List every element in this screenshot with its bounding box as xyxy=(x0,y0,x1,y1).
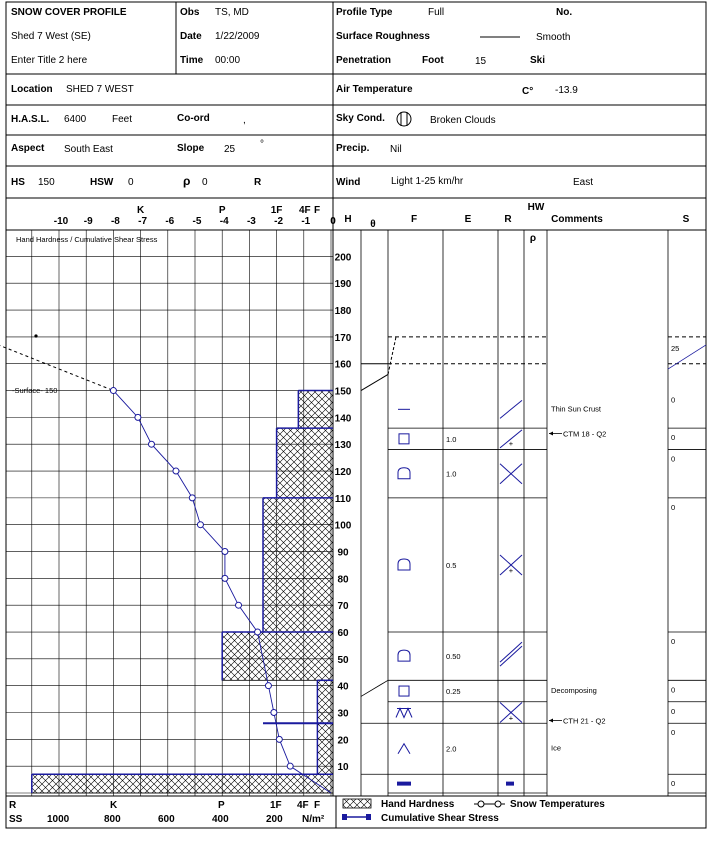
legend-hardness-swatch xyxy=(343,799,371,808)
layer-comment: Thin Sun Crust xyxy=(551,404,602,414)
air-temp-unit: C° xyxy=(522,86,534,97)
hasl-label: H.A.S.L. xyxy=(11,114,50,125)
bottom-letter-k: K xyxy=(110,800,118,811)
grain-rounded-icon xyxy=(398,559,410,570)
temp-point xyxy=(173,468,179,474)
surface-label: -Surface- 150 xyxy=(12,386,58,395)
col-f: F xyxy=(410,214,418,225)
grain-mixed-icon xyxy=(396,709,412,718)
temp-point xyxy=(189,495,195,501)
height-tick-label: 40 xyxy=(337,681,349,693)
col-r: R xyxy=(504,214,512,225)
air-temp-value: -13.9 xyxy=(555,85,578,96)
hardness-e-value: 1.0 xyxy=(446,434,457,444)
height-tick-label: 100 xyxy=(334,520,352,532)
hardness-bar xyxy=(32,774,333,793)
height-tick-label: 150 xyxy=(334,386,352,398)
col-s: S xyxy=(682,214,690,225)
temp-point xyxy=(135,414,141,420)
r-double-icon xyxy=(500,646,522,666)
aspect-value: South East xyxy=(64,144,113,155)
title-2: Enter Title 2 here xyxy=(11,55,88,66)
temp-tick-label: -8 xyxy=(110,216,120,227)
s-value: 0 xyxy=(671,779,676,789)
annotation-arrowhead xyxy=(549,719,553,723)
ss-tick-200: 200 xyxy=(266,814,283,825)
col-e: E xyxy=(464,214,472,225)
profile-title: SNOW COVER PROFILE xyxy=(11,7,127,18)
rho-value: 0 xyxy=(202,177,208,188)
legend-shear-marker xyxy=(366,814,371,820)
grain-rounded-icon xyxy=(398,650,410,661)
foot-value: 15 xyxy=(475,56,487,67)
hardness-label-p: P xyxy=(218,205,226,216)
aspect-label: Aspect xyxy=(11,143,45,154)
hsw-value: 0 xyxy=(128,177,134,188)
layer-rows xyxy=(361,337,706,793)
hand-hardness-profile xyxy=(32,391,333,793)
temp-point xyxy=(110,388,116,394)
hardness-bar xyxy=(317,680,333,774)
temp-point xyxy=(236,602,242,608)
time-value: 00:00 xyxy=(215,55,241,66)
temp-point xyxy=(222,575,228,581)
bottom-letter-f: F xyxy=(314,800,321,811)
height-tick-label: 170 xyxy=(334,332,352,344)
height-tick-label: 160 xyxy=(334,359,352,371)
hardness-bar xyxy=(298,391,333,429)
coord-label: Co-ord xyxy=(177,113,210,124)
obs-value: TS, MD xyxy=(215,7,249,18)
col-h: H xyxy=(344,214,352,225)
grain-bar-icon xyxy=(397,782,411,786)
ss-unit: N/m² xyxy=(302,814,325,825)
bottom-letter-1f: 1F xyxy=(270,800,282,811)
s-value: 0 xyxy=(671,706,676,716)
foot-label: Foot xyxy=(422,55,444,66)
height-tick-label: 60 xyxy=(337,628,349,640)
r-plus-icon: + xyxy=(508,713,514,723)
height-tick-label: 50 xyxy=(337,654,349,666)
legend-temp-marker xyxy=(478,801,484,807)
height-tick-label: 90 xyxy=(337,547,349,559)
legend xyxy=(342,799,605,824)
temp-point xyxy=(265,683,271,689)
time-label: Time xyxy=(180,55,204,66)
r-bar-icon xyxy=(506,782,514,786)
profile-type-value: Full xyxy=(428,7,445,18)
grain-square-icon xyxy=(399,434,409,444)
hardness-bar xyxy=(222,632,333,680)
header-text xyxy=(11,7,593,188)
profile-type-label: Profile Type xyxy=(336,7,393,18)
temp-tick-label: -5 xyxy=(192,216,202,227)
temp-tick-label: 0 xyxy=(330,216,336,227)
r-plus-icon: + xyxy=(508,565,514,575)
height-tick-label: 130 xyxy=(334,440,352,452)
wind-value: Light 1-25 km/hr xyxy=(391,176,464,187)
legend-temp-marker xyxy=(495,801,501,807)
hasl-value: 6400 xyxy=(64,114,87,125)
annotation-text: CTM 18 - Q2 xyxy=(563,429,607,439)
air-temp-label: Air Temperature xyxy=(336,84,413,95)
hs-label: HS xyxy=(11,177,25,188)
s-value: 0 xyxy=(671,454,676,464)
s-value: 0 xyxy=(671,728,676,738)
temp-tick-label: -1 xyxy=(301,216,311,227)
hardness-e-value: 0.50 xyxy=(446,652,461,662)
height-tick-label: 120 xyxy=(334,467,352,479)
ss-tick-1000: 1000 xyxy=(47,814,70,825)
hardness-e-value: 0.25 xyxy=(446,687,461,697)
air-temp-point xyxy=(34,334,37,337)
ski-label: Ski xyxy=(530,55,546,66)
layer-link xyxy=(361,680,388,696)
hardness-label-k: K xyxy=(136,205,145,216)
grain-square-icon xyxy=(399,686,409,696)
r-plus-icon: + xyxy=(508,438,514,448)
temp-point xyxy=(148,441,154,447)
wind-label: Wind xyxy=(336,177,361,188)
ss-tick-800: 800 xyxy=(104,814,121,825)
slope-label: Slope xyxy=(177,143,205,154)
coord-value: , xyxy=(243,115,246,126)
height-axis xyxy=(335,252,352,773)
temp-tick-label: -3 xyxy=(246,216,256,227)
height-tick-label: 200 xyxy=(334,252,352,264)
hardness-e-value: 0.5 xyxy=(446,560,457,570)
sky-label: Sky Cond. xyxy=(336,113,385,124)
wind-direction: East xyxy=(573,177,594,188)
site-name: Shed 7 West (SE) xyxy=(11,31,91,42)
precip-label: Precip. xyxy=(336,143,370,154)
hsw-label: HSW xyxy=(90,177,114,188)
temp-tick-label: -2 xyxy=(274,216,284,227)
temperature-axis xyxy=(54,205,336,227)
grain-caret-icon xyxy=(398,744,410,754)
s-value: 0 xyxy=(671,433,676,443)
bottom-axis xyxy=(9,800,325,825)
location-value: SHED 7 WEST xyxy=(66,84,134,95)
roughness-value: Smooth xyxy=(536,32,571,43)
hardness-label-1f: 1F xyxy=(270,205,283,216)
hs-value: 150 xyxy=(38,177,55,188)
ss-tick-400: 400 xyxy=(212,814,229,825)
slope-value: 25 xyxy=(224,144,236,155)
height-tick-label: 140 xyxy=(334,413,352,425)
col-hw: HW xyxy=(527,202,545,213)
surface-dash xyxy=(388,337,396,375)
bottom-ss-label: SS xyxy=(9,814,23,825)
hardness-label-4f: 4F xyxy=(298,205,311,216)
temp-point xyxy=(276,736,282,742)
obs-label: Obs xyxy=(180,7,200,18)
temp-point xyxy=(271,710,277,716)
sky-value: Broken Clouds xyxy=(430,115,496,126)
hardness-e-value: 2.0 xyxy=(446,744,457,754)
temp-point xyxy=(287,763,293,769)
legend-snow-temps: Snow Temperatures xyxy=(510,799,605,810)
grain-rounded-icon xyxy=(398,468,410,479)
temp-tick-label: -9 xyxy=(83,216,93,227)
height-tick-label: 20 xyxy=(337,735,349,747)
date-label: Date xyxy=(180,31,202,42)
hardness-bar xyxy=(263,498,333,632)
slope-unit: ° xyxy=(260,139,264,150)
r-double-icon xyxy=(500,642,522,662)
height-tick-label: 110 xyxy=(334,493,352,505)
s-top-value: 25 xyxy=(671,344,680,353)
ss-tick-600: 600 xyxy=(158,814,175,825)
precip-value: Nil xyxy=(390,144,402,155)
roughness-label: Surface Roughness xyxy=(336,31,430,42)
penetration-label: Penetration xyxy=(336,55,392,66)
no-label: No. xyxy=(556,7,573,18)
location-label: Location xyxy=(11,84,53,95)
bottom-r-label: R xyxy=(9,800,17,811)
layer-comment: Decomposing xyxy=(551,686,597,696)
height-tick-label: 10 xyxy=(337,762,349,774)
hardness-e-value: 1.0 xyxy=(446,469,457,479)
legend-hand-hardness: Hand Hardness xyxy=(381,799,455,810)
temp-point xyxy=(255,629,261,635)
col-comments: Comments xyxy=(551,214,603,225)
bottom-letter-4f: 4F xyxy=(297,800,309,811)
chart-caption: Hand Hardness / Cumulative Shear Stress xyxy=(16,235,158,244)
temp-point xyxy=(222,549,228,555)
r-diag-icon xyxy=(500,400,522,418)
temp-tick-label: -7 xyxy=(138,216,148,227)
height-tick-label: 190 xyxy=(334,279,352,291)
rho-label: ρ xyxy=(183,174,191,188)
annotation-text: CTH 21 - Q2 xyxy=(563,716,606,726)
air-temp-line xyxy=(0,327,113,391)
hardness-bar xyxy=(277,428,333,498)
legend-shear-marker xyxy=(342,814,347,820)
temp-point xyxy=(197,522,203,528)
chart-frame xyxy=(6,198,706,828)
height-tick-label: 180 xyxy=(334,306,352,318)
r-label: R xyxy=(254,177,262,188)
height-tick-label: 70 xyxy=(337,601,349,613)
s-value: 0 xyxy=(671,395,676,405)
hasl-unit: Feet xyxy=(112,114,133,125)
height-tick-label: 80 xyxy=(337,574,349,586)
layer-link xyxy=(361,374,388,390)
bottom-letter-p: P xyxy=(218,800,225,811)
layer-comment: Ice xyxy=(551,743,562,753)
col-theta: θ xyxy=(370,219,376,230)
temp-tick-label: -6 xyxy=(165,216,175,227)
s-value: 0 xyxy=(671,637,676,647)
legend-shear: Cumulative Shear Stress xyxy=(381,813,499,824)
temp-tick-label: -4 xyxy=(219,216,229,227)
hardness-label-f: F xyxy=(313,205,321,216)
temp-tick-label: -10 xyxy=(53,216,69,227)
s-value: 0 xyxy=(671,685,676,695)
date-value: 1/22/2009 xyxy=(215,31,260,42)
col-rho: ρ xyxy=(529,233,537,244)
s-value: 0 xyxy=(671,502,676,512)
annotation-arrowhead xyxy=(549,431,553,435)
height-tick-label: 30 xyxy=(337,708,349,720)
